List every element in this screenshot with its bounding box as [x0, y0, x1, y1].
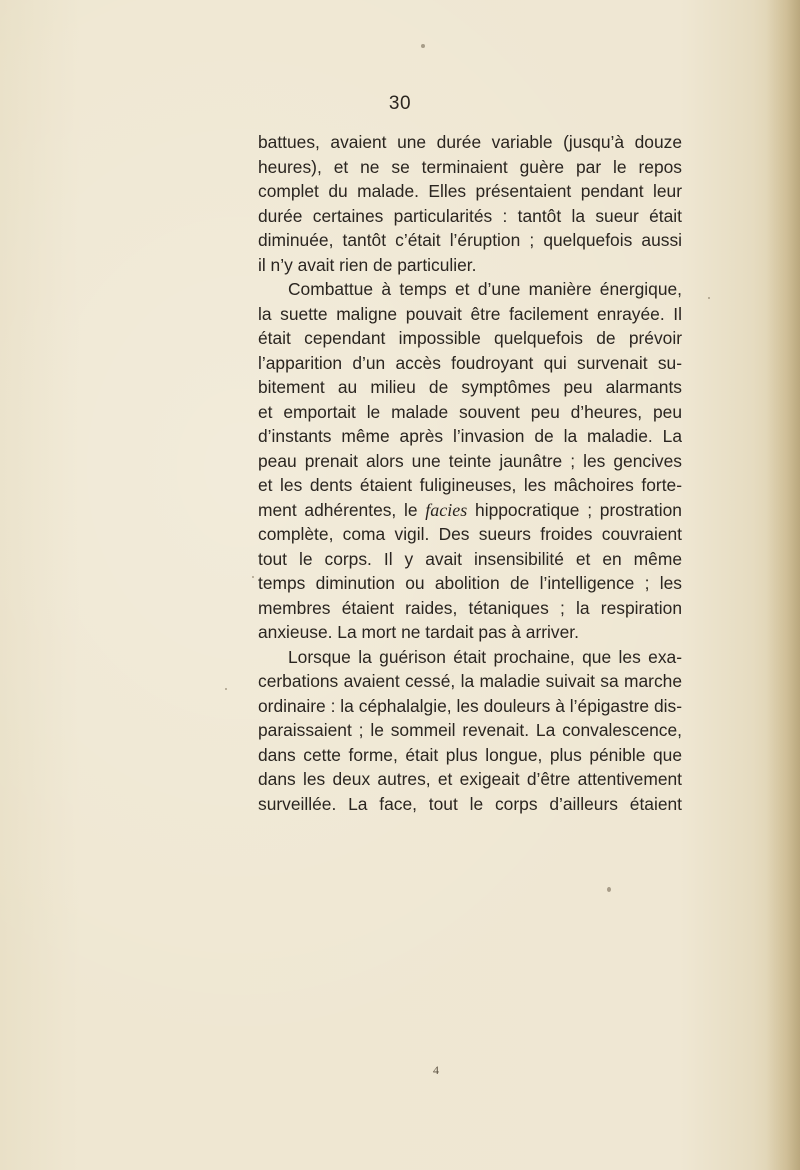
text-line: paraissaient ; le sommeil revenait. La convalescence,	[258, 720, 682, 740]
text-line: d’instants même après l’invasion de la maladie. La	[258, 426, 682, 446]
text-line: dans cette forme, était plus longue, plus pénible que	[258, 744, 682, 765]
text-line-with-italic	[258, 498, 682, 523]
text-segment: hippocratique ; prostration	[475, 499, 682, 520]
page-edge-shadow	[766, 0, 800, 1170]
text-line: heures), et ne se terminaient guère par le repos	[258, 156, 682, 177]
text-line: était cependant impossible quelquefois de prévoir	[258, 328, 682, 348]
text-line: complète, coma vigil. Des sueurs froides couvraient	[258, 524, 682, 544]
text-line: surveillée. La face, tout le corps d’ailleurs étaient	[258, 793, 682, 814]
text-line: temps diminution ou abolition de l’intelligence ; les	[258, 573, 682, 593]
text-line: cerbations avaient cessé, la maladie suivait sa marche	[258, 671, 682, 691]
text-line: anxieuse. La mort ne tardait pas à arriver.	[258, 622, 579, 642]
text-segment: ment adhérentes, le	[258, 499, 418, 520]
text-line: il n’y avait rien de particulier.	[258, 254, 477, 275]
text-line: diminuée, tantôt c’était l’éruption ; quelquefois aussi	[258, 230, 682, 250]
paper-speck	[252, 576, 254, 578]
paper-speck	[708, 297, 710, 299]
page-number: 30	[388, 93, 412, 114]
text-line: battues, avaient une durée variable (jusqu’à douze	[258, 132, 682, 152]
text-line: et les dents étaient fuligineuses, les mâchoires forte-	[258, 475, 682, 495]
paragraph-start-line: Lorsque la guérison était prochaine, que les exa-	[288, 646, 682, 667]
body-text	[258, 130, 682, 816]
paper-speck	[225, 688, 227, 690]
paragraph-start-line: Combattue à temps et d’une manière énergique,	[288, 279, 682, 299]
text-line: tout le corps. Il y avait insensibilité et en même	[258, 548, 682, 569]
italic-term: facies	[425, 499, 468, 520]
text-line: peau prenait alors une teinte jaunâtre ; les gencives	[258, 450, 682, 471]
signature-mark: 4	[433, 1063, 439, 1077]
text-line: durée certaines particularités : tantôt la sueur était	[258, 205, 682, 226]
text-line: dans les deux autres, et exigeait d’être attentivement	[258, 769, 682, 789]
text-line: bitement au milieu de symptômes peu alarmants	[258, 377, 682, 397]
text-line: membres étaient raides, tétaniques ; la respiration	[258, 597, 682, 618]
text-line: l’apparition d’un accès foudroyant qui survenait su-	[258, 352, 682, 373]
paper-speck	[421, 44, 425, 48]
text-line: et emportait le malade souvent peu d’heures, peu	[258, 401, 682, 422]
paper-speck	[607, 887, 611, 892]
text-line: la suette maligne pouvait être facilement enrayée. Il	[258, 303, 682, 324]
text-line: complet du malade. Elles présentaient pendant leur	[258, 181, 682, 201]
text-line: ordinaire : la céphalalgie, les douleurs à l’épigastre dis-	[258, 695, 682, 716]
